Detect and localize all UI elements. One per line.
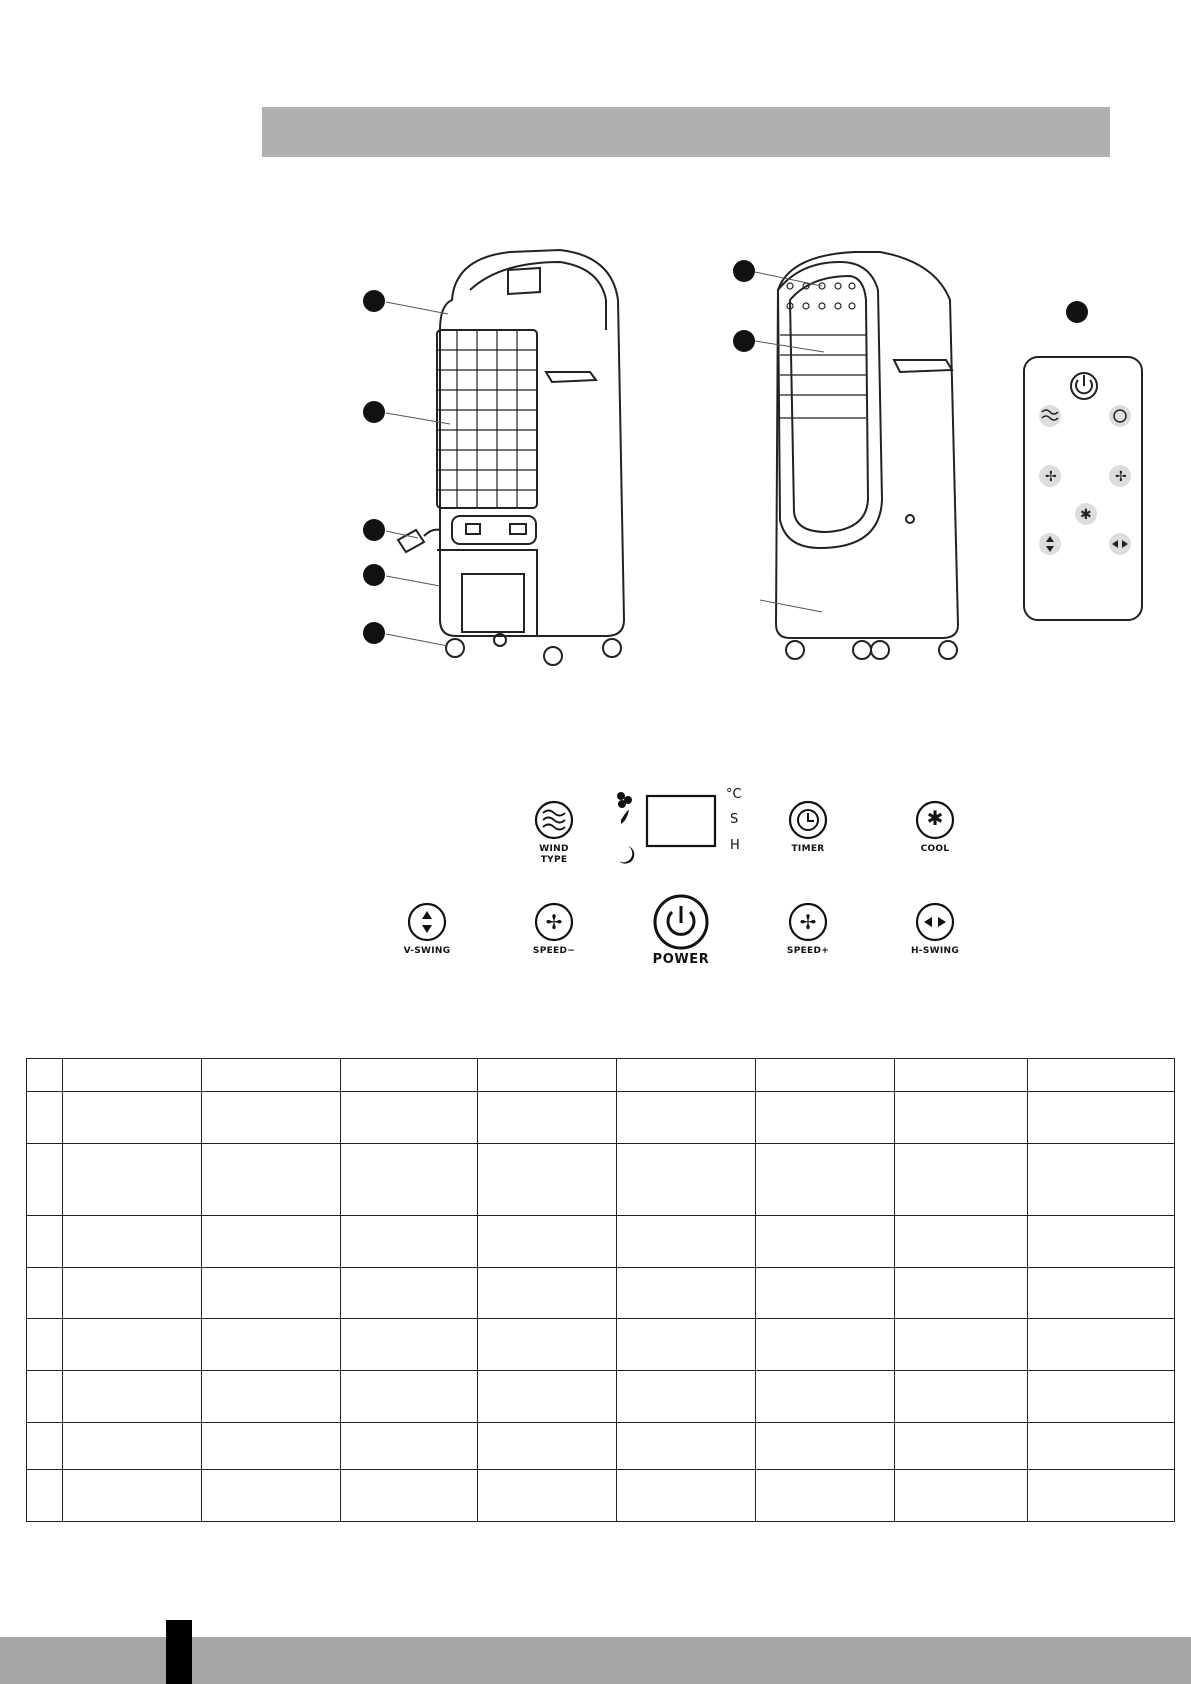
callout-marker-8 [1066, 301, 1088, 323]
h-swing-label: H-SWING [910, 946, 960, 956]
table-row [27, 1059, 1175, 1092]
cool-label: COOL [920, 844, 950, 854]
power-label: POWER [652, 952, 710, 967]
callout-marker-3 [363, 519, 385, 541]
table-row [27, 1371, 1175, 1423]
svg-text:✢: ✢ [1045, 469, 1057, 485]
table-row [27, 1144, 1175, 1216]
footer-page-marker [166, 1620, 192, 1684]
table-row [27, 1470, 1175, 1522]
indicator-h: H [730, 838, 740, 853]
speed-minus-fan-icon: ✢ [545, 910, 563, 934]
table-row [27, 1092, 1175, 1144]
wind-type-label: WIND TYPE [539, 844, 569, 865]
control-panel-diagram [0, 770, 1191, 970]
speed-plus-fan-icon: ✢ [799, 910, 817, 934]
callout-marker-4 [363, 564, 385, 586]
svg-text:✱: ✱ [1080, 507, 1092, 523]
table-row [27, 1423, 1175, 1470]
callout-marker-5 [363, 622, 385, 644]
table-row [27, 1268, 1175, 1319]
cooler-front-drawing [0, 0, 1191, 700]
table-row [27, 1216, 1175, 1268]
v-swing-label: V-SWING [403, 946, 451, 956]
timer-label: TIMER [791, 844, 825, 854]
indicator-s: S [730, 812, 739, 827]
cool-snowflake-icon: ✱ [926, 806, 944, 830]
callout-marker-1 [363, 290, 385, 312]
svg-text:✢: ✢ [1115, 469, 1127, 485]
callout-marker-6 [733, 260, 755, 282]
callout-marker-2 [363, 401, 385, 423]
callout-marker-7 [733, 330, 755, 352]
speed-minus-label: SPEED− [532, 946, 576, 956]
table-row [27, 1319, 1175, 1371]
indicator-celsius: °C [726, 787, 742, 802]
specification-table [26, 1058, 1175, 1522]
speed-plus-label: SPEED+ [786, 946, 830, 956]
